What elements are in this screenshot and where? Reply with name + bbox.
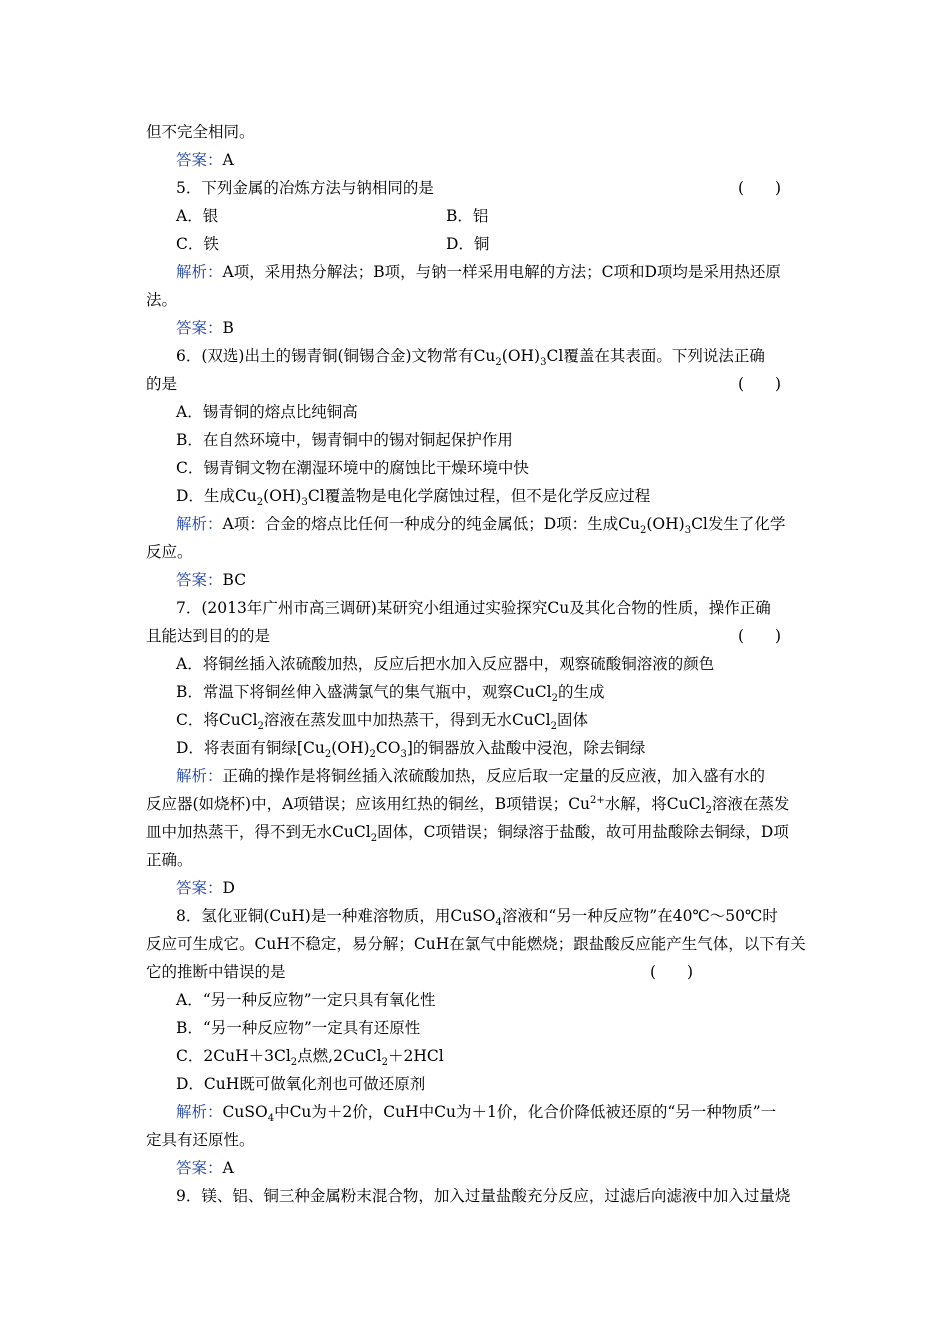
option: D．铜 <box>446 235 490 253</box>
answer-blank: ( ) <box>738 179 782 197</box>
answer-blank: ( ) <box>650 963 694 981</box>
question-6: 6．(双选)出土的锡青铜(铜锡合金)文物常有$Cu_2(OH)_3Cl$覆盖在其表面。下列说法正确 <box>176 347 765 369</box>
option: D．生成$Cu_2(OH)_3Cl$覆盖物是电化学腐蚀过程，但不是化学反应过程 <box>176 487 651 509</box>
option: A．将铜丝插入浓硫酸加热，反应后把水加入反应器中，观察硫酸铜溶液的颜色 <box>176 655 715 673</box>
question-7: 7．(2013年广州市高三调研)某研究小组通过实验探究Cu及其化合物的性质，操作正确 <box>176 599 771 617</box>
option: C．将CuCl$_2$溶液在蒸发皿中加热蒸干，得到无水CuCl$_2$固体 <box>176 711 588 733</box>
line: 它的推断中错误的是 <box>146 963 286 981</box>
answer-blank: ( ) <box>738 627 782 645</box>
line: 反应。 <box>146 543 193 561</box>
answer-line: 答案：B <box>176 319 234 337</box>
line: 且能达到目的的是 <box>146 627 271 645</box>
analysis-line: 解析：CuSO$_4$中Cu为＋2价，CuH中Cu为＋1价，化合价降低被还原的“另一种物质”一 <box>176 1103 777 1125</box>
analysis-label: 解析： <box>176 263 223 281</box>
answer-line: 答案：D <box>176 879 235 897</box>
option: B．常温下将铜丝伸入盛满氯气的集气瓶中，观察CuCl$_2$的生成 <box>176 683 605 705</box>
line: 定具有还原性。 <box>146 1131 255 1149</box>
answer-line: 答案：BC <box>176 571 247 589</box>
question-9: 9．镁、铝、铜三种金属粉末混合物，加入过量盐酸充分反应，过滤后向滤液中加入过量烧 <box>176 1187 791 1205</box>
line: 的是 <box>146 375 178 393</box>
line: 反应器(如烧杯)中，A项错误；应该用红热的铜丝，B项错误；$Cu^{2+}$水解，将CuCl$_2$溶液在蒸发 <box>146 794 790 817</box>
question-8: 8．氢化亚铜(CuH)是一种难溶物质，用CuSO$_4$溶液和“另一种反应物”在40℃～50℃时 <box>176 907 778 929</box>
option: B．“另一种反应物”一定具有还原性 <box>176 1019 421 1037</box>
line: 皿中加热蒸干，得不到无水CuCl$_2$固体，C项错误；铜绿溶于盐酸，故可用盐酸除去铜绿，D项 <box>146 823 789 845</box>
option: C．锡青铜文物在潮湿环境中的腐蚀比干燥环境中快 <box>176 459 529 477</box>
line: 法。 <box>146 291 178 309</box>
answer-blank: ( ) <box>738 375 782 393</box>
question-5: 5．下列金属的冶炼方法与钠相同的是 <box>176 179 434 197</box>
option: B．在自然环境中，锡青铜中的锡对铜起保护作用 <box>176 431 513 449</box>
answer-line: 答案：A <box>176 1159 234 1177</box>
line: 反应可生成它。CuH不稳定，易分解；CuH在氯气中能燃烧；跟盐酸反应能产生气体，以下有关 <box>146 935 806 953</box>
answer-label: 答案： <box>176 151 223 169</box>
analysis-line: 解析：正确的操作是将铜丝插入浓硫酸加热，反应后取一定量的反应液，加入盛有水的 <box>176 767 766 785</box>
answer-line: 答案：A <box>176 151 234 169</box>
option: A．锡青铜的熔点比纯铜高 <box>176 403 358 421</box>
option: D．CuH既可做氧化剂也可做还原剂 <box>176 1075 426 1093</box>
line: 正确。 <box>146 851 193 869</box>
option: C．铁 <box>176 235 219 253</box>
option: C．$2CuH+3Cl_2$点燃,2CuCl$_2$＋2HCl <box>176 1047 444 1069</box>
line: 但不完全相同。 <box>146 123 255 141</box>
option: A．“另一种反应物”一定只具有氧化性 <box>176 991 436 1009</box>
option: B．铝 <box>446 207 489 225</box>
analysis-line: 解析：A项：合金的熔点比任何一种成分的纯金属低；D项：生成$Cu_2(OH)_3Cl$发生了化学 <box>176 515 786 537</box>
option: A．银 <box>176 207 219 225</box>
analysis-line: 解析：A项，采用热分解法；B项，与钠一样采用电解的方法；C项和D项均是采用热还原 <box>176 263 781 281</box>
option: D．将表面有铜绿$[Cu_2(OH)_2CO_3]$的铜器放入盐酸中浸泡，除去铜绿 <box>176 739 646 761</box>
